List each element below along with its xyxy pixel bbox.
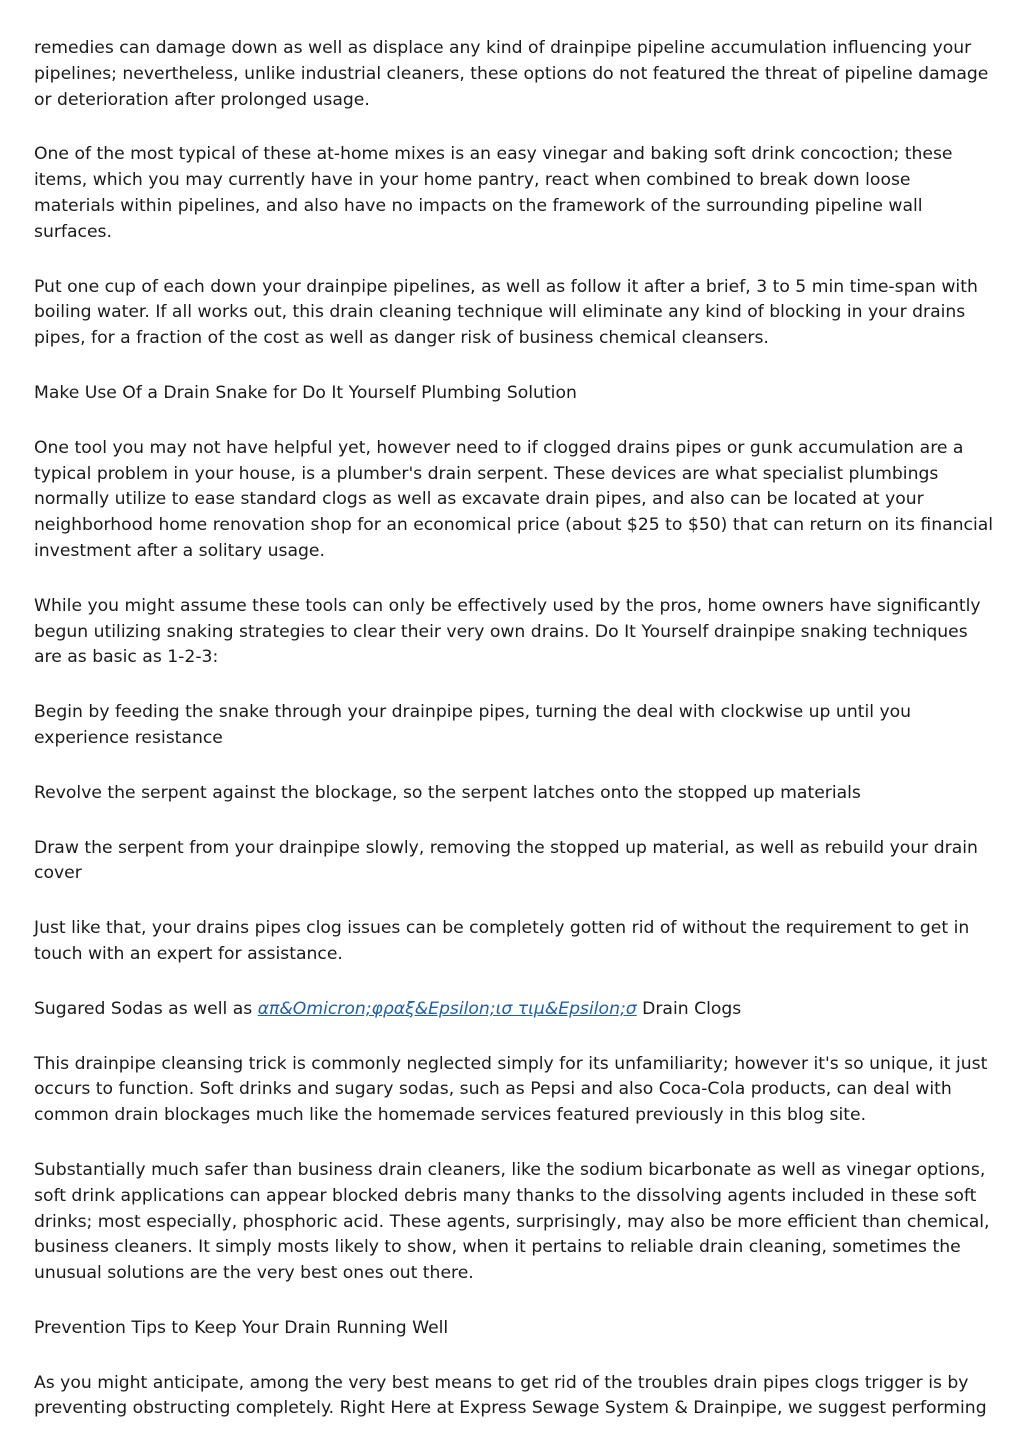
section-heading-drain-snake: Make Use Of a Drain Snake for Do It Yourself Plumbing Solution <box>34 382 577 403</box>
section-heading-sugared-sodas <box>34 997 994 1023</box>
heading-text-after: Drain Clogs <box>636 998 742 1019</box>
step-2: Revolve the serpent against the blockage, so the serpent latches onto the stopped up materials <box>34 782 861 803</box>
document-body <box>34 36 994 1451</box>
heading-text-before: Sugared Sodas as well as <box>34 998 258 1019</box>
step-1: Begin by feeding the snake through your drainpipe pipes, turning the deal with clockwise up until you experience resistance <box>34 702 912 748</box>
paragraph-4: One tool you may not have helpful yet, however need to if clogged drains pipes or gunk accumulation are a typical problem in your house, is a plumber's drain serpent. These devices are what specialist plumbings normally utilize to ease standard clogs as well as excavate drain pipes, and also can be located at your neighborhood home renovation shop for an economical price (about $25 to $50) that can return on its financial investment after a solitary usage. <box>34 437 994 561</box>
inline-link[interactable]: απ&Omicron;φραξ&Epsilon;ισ τιμ&Epsilon;σ <box>257 998 637 1019</box>
section-heading-prevention: Prevention Tips to Keep Your Drain Running Well <box>34 1317 449 1338</box>
paragraph-5: While you might assume these tools can only be effectively used by the pros, home owners have significantly begun utilizing snaking strategies to clear their very own drains. Do It Yourself drainpipe snaking techniques are as basic as 1-2-3: <box>34 595 981 668</box>
paragraph-3: Put one cup of each down your drainpipe pipelines, as well as follow it after a brief, 3 to 5 min time-span with boiling water. If all works out, this drain cleaning technique will eliminate any kind of blocking in your drains pipes, for a fraction of the cost as well as danger risk of business chemical cleansers. <box>34 276 978 349</box>
step-3: Draw the serpent from your drainpipe slowly, removing the stopped up material, as well as rebuild your drain cover <box>34 837 978 884</box>
paragraph-2: One of the most typical of these at-home mixes is an easy vinegar and baking soft drink concoction; these items, which you may currently have in your home pantry, react when combined to break down loose materials within pipelines, and also have no impacts on the framework of the surrounding pipeline wall surfaces. <box>34 144 953 242</box>
paragraph-9: As you might anticipate, among the very best means to get rid of the troubles drain pipes clogs trigger is by preventing obstructing completely. Right Here at Express Sewage System & Drainpipe, we suggest performing <box>34 1372 987 1419</box>
paragraph-1: remedies can damage down as well as displace any kind of drainpipe pipeline accumulation influencing your pipelines; nevertheless, unlike industrial cleaners, these options do not featured the threat of pipeline damage or deterioration after prolonged usage. <box>34 38 989 110</box>
paragraph-6: Just like that, your drains pipes clog issues can be completely gotten rid of without the requirement to get in touch with an expert for assistance. <box>34 918 970 964</box>
paragraph-7: This drainpipe cleansing trick is commonly neglected simply for its unfamiliarity; however it's so unique, it just occurs to function. Soft drinks and sugary sodas, such as Pepsi and also Coca-Cola products, can deal with common drain blockages much like the homemade services featured previously in this blog site. <box>34 1053 988 1126</box>
paragraph-8: Substantially much safer than business drain cleaners, like the sodium bicarbonate as well as vinegar options, soft drink applications can appear blocked debris many thanks to the dissolving agents included in these soft drinks; most especially, phosphoric acid. These agents, surprisingly, may also be more efficient than chemical, business cleaners. It simply mosts likely to show, when it pertains to reliable drain cleaning, sometimes the unusual solutions are the very best ones out there. <box>34 1159 990 1284</box>
